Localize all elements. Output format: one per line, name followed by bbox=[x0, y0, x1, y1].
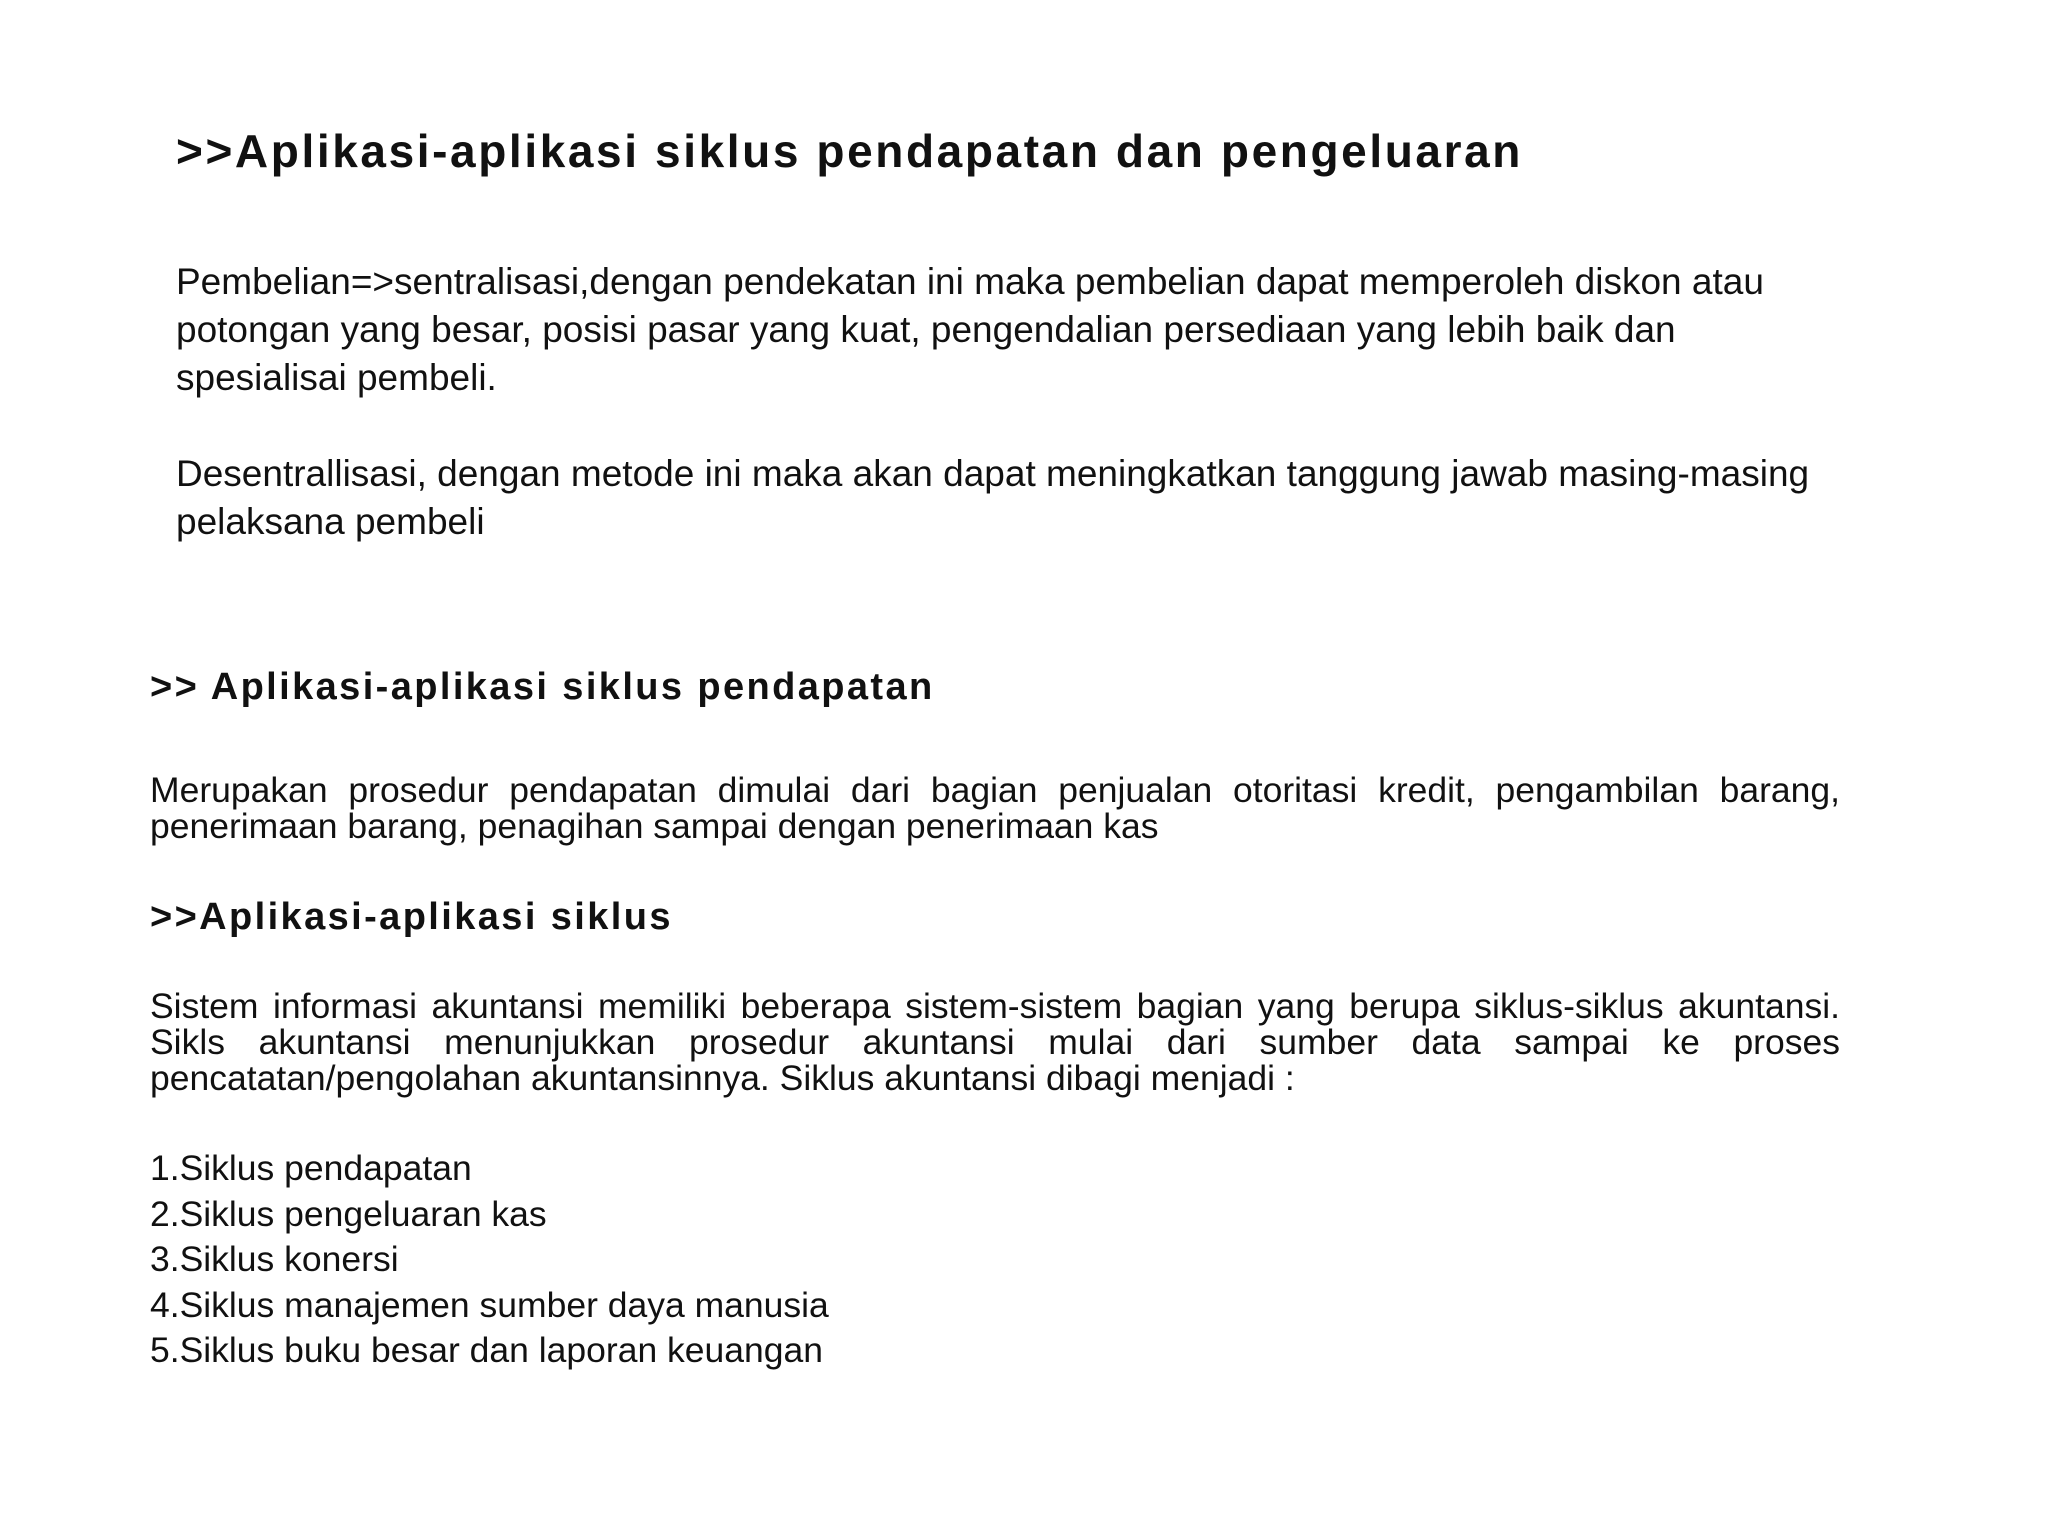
accounting-cycles-paragraph: Sistem informasi akuntansi memiliki beberapa sistem-sistem bagian yang berupa siklus-siklus akuntansi. Sikls akuntansi menunjukkan prosedur akuntansi mulai dari sumber data sampai ke proses pencatatan/pengolahan akuntansinnya. Siklus akuntansi dibagi menjadi : bbox=[150, 986, 1840, 1098]
list-item: 3.Siklus konersi bbox=[150, 1239, 399, 1279]
main-heading: >>Aplikasi-aplikasi siklus pendapatan dan pengeluaran bbox=[176, 125, 1523, 177]
list-item: 5.Siklus buku besar dan laporan keuangan bbox=[150, 1330, 824, 1370]
decentralization-paragraph: Desentrallisasi, dengan metode ini maka akan dapat meningkatkan tanggung jawab masing-masing pelaksana pembeli bbox=[176, 453, 1810, 542]
cycle-applications-heading: >>Aplikasi-aplikasi siklus bbox=[150, 896, 673, 938]
list-item: 1.Siklus pendapatan bbox=[150, 1148, 472, 1188]
purchasing-centralization-paragraph: Pembelian=>sentralisasi,dengan pendekatan ini maka pembelian dapat memperoleh diskon atau potongan yang besar, posisi pasar yang kuat, pengendalian persediaan yang lebih baik dan spesialisai pembeli. bbox=[176, 261, 1764, 398]
revenue-cycle-heading: >> Aplikasi-aplikasi siklus pendapatan bbox=[150, 666, 935, 708]
revenue-cycle-paragraph: Merupakan prosedur pendapatan dimulai dari bagian penjualan otoritasi kredit, pengambilan barang, penerimaan barang, penagihan sampai dengan penerimaan kas bbox=[150, 770, 1840, 846]
list-item: 2.Siklus pengeluaran kas bbox=[150, 1193, 547, 1234]
accounting-cycle-list bbox=[150, 1146, 829, 1374]
list-item: 4.Siklus manajemen sumber daya manusia bbox=[150, 1284, 829, 1325]
